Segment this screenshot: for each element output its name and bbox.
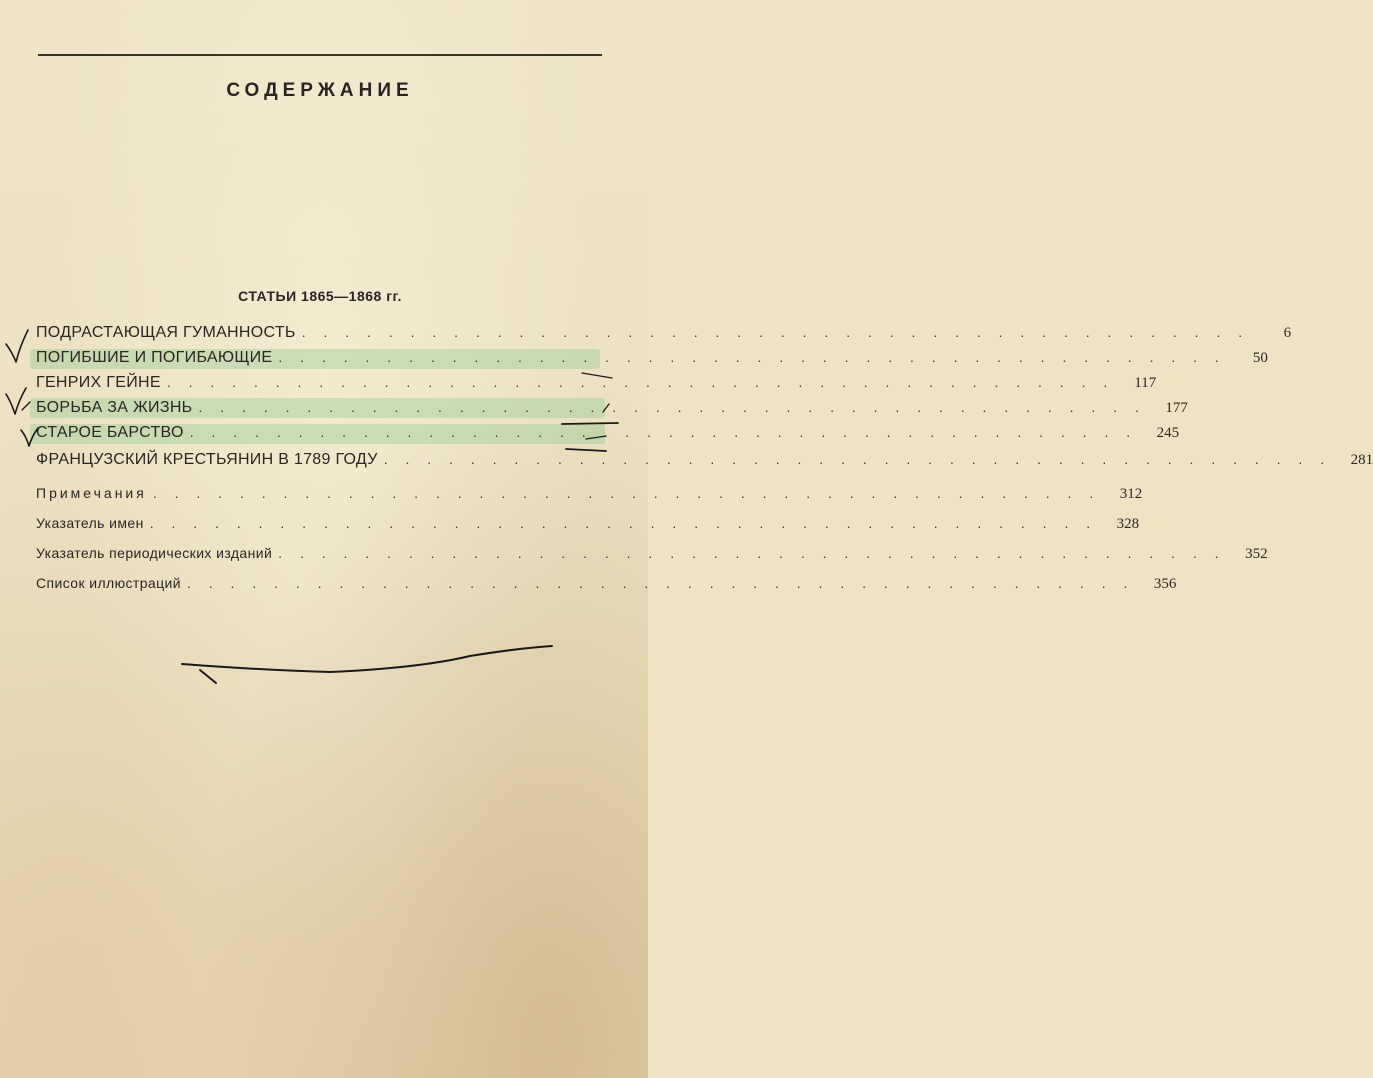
toc-entry-page: 356 xyxy=(1153,576,1177,592)
toc-entry-title: Указатель имен xyxy=(36,515,144,531)
toc-leader: . . . . . . . . . . . . . . . . . . . . . . . . . . . . . . . . . . . . . . . . . . . . xyxy=(189,424,1138,440)
check-mark-icon xyxy=(21,428,38,446)
tick-mark-icon xyxy=(586,436,606,439)
tick-mark-icon xyxy=(22,402,30,410)
tick-mark-icon xyxy=(603,404,609,412)
toc-leader: . . . . . . . . . . . . . . . . . . . . . . . . . . . . . . . . . . . . . . . . . . . . xyxy=(383,451,1332,467)
toc-entry-title: Список иллюстраций xyxy=(36,575,181,591)
toc-entry-page: 6 xyxy=(1283,325,1292,341)
toc-entry-title: ФРАНЦУЗСКИЙ КРЕСТЬЯНИН В 1789 ГОДУ xyxy=(36,451,378,468)
check-mark-icon xyxy=(6,388,26,414)
handwritten-marks xyxy=(0,0,648,1078)
toc-entry-page: 117 xyxy=(1134,375,1157,391)
toc-entry-title: ГЕНРИХ ГЕЙНЕ xyxy=(36,374,161,391)
toc-entry-title: ПОГИБШИЕ И ПОГИБАЮЩИЕ xyxy=(36,349,273,366)
pen-stroke-mark xyxy=(182,646,552,672)
tick-mark-icon xyxy=(582,373,612,378)
toc-entry-title: Примечания xyxy=(36,485,147,501)
pen-stroke-mark xyxy=(200,670,216,683)
toc-entry-title: Указатель периодических изданий xyxy=(36,545,273,561)
toc-leader: . . . . . . . . . . . . . . . . . . . . . . . . . . . . . . . . . . . . . . . . . . . . xyxy=(152,485,1101,501)
toc-entry-page: 352 xyxy=(1245,546,1268,562)
toc-entry-page: 245 xyxy=(1156,425,1180,441)
toc-entry-page: 177 xyxy=(1165,400,1188,416)
toc-leader: . . . . . . . . . . . . . . . . . . . . . . . . . . . . . . . . . . . . . . . . . . . . xyxy=(278,545,1226,561)
toc-entry-title: ПОДРАСТАЮЩАЯ ГУМАННОСТЬ xyxy=(36,324,296,341)
underline-mark xyxy=(562,423,618,424)
toc-entry-page: 328 xyxy=(1116,516,1140,532)
toc-leader: . . . . . . . . . . . . . . . . . . . . . . . . . . . . . . . . . . . . . . . . . . . . xyxy=(166,374,1115,390)
toc-entry-page: 281 xyxy=(1350,452,1373,468)
toc-leader: . . . . . . . . . . . . . . . . . . . . . . . . . . . . . . . . . . . . . . . . . . . . xyxy=(149,515,1098,531)
toc-leader: . . . . . . . . . . . . . . . . . . . . . . . . . . . . . . . . . . . . . . . . . . . . xyxy=(278,349,1226,365)
check-mark-icon xyxy=(6,330,28,362)
toc-leader: . . . . . . . . . . . . . . . . . . . . . . . . . . . . . . . . . . . . . . . . . . . . xyxy=(198,399,1146,415)
toc-leader: . . . . . . . . . . . . . . . . . . . . . . . . . . . . . . . . . . . . . . . . . . . . xyxy=(301,324,1250,340)
page-heading: СОДЕРЖАНИЕ xyxy=(226,80,414,101)
section-title: СТАТЬИ 1865—1868 гг. xyxy=(238,288,402,304)
toc-entry-page: 312 xyxy=(1119,486,1143,502)
toc-leader: . . . . . . . . . . . . . . . . . . . . . . . . . . . . . . . . . . . . . . . . . . . . xyxy=(186,575,1135,591)
toc-entry-title: СТАРОЕ БАРСТВО xyxy=(36,424,184,441)
underline-mark xyxy=(566,449,606,451)
toc-entry-title: БОРЬБА ЗА ЖИЗНЬ xyxy=(36,399,193,416)
toc-entry-page: 50 xyxy=(1252,350,1268,366)
